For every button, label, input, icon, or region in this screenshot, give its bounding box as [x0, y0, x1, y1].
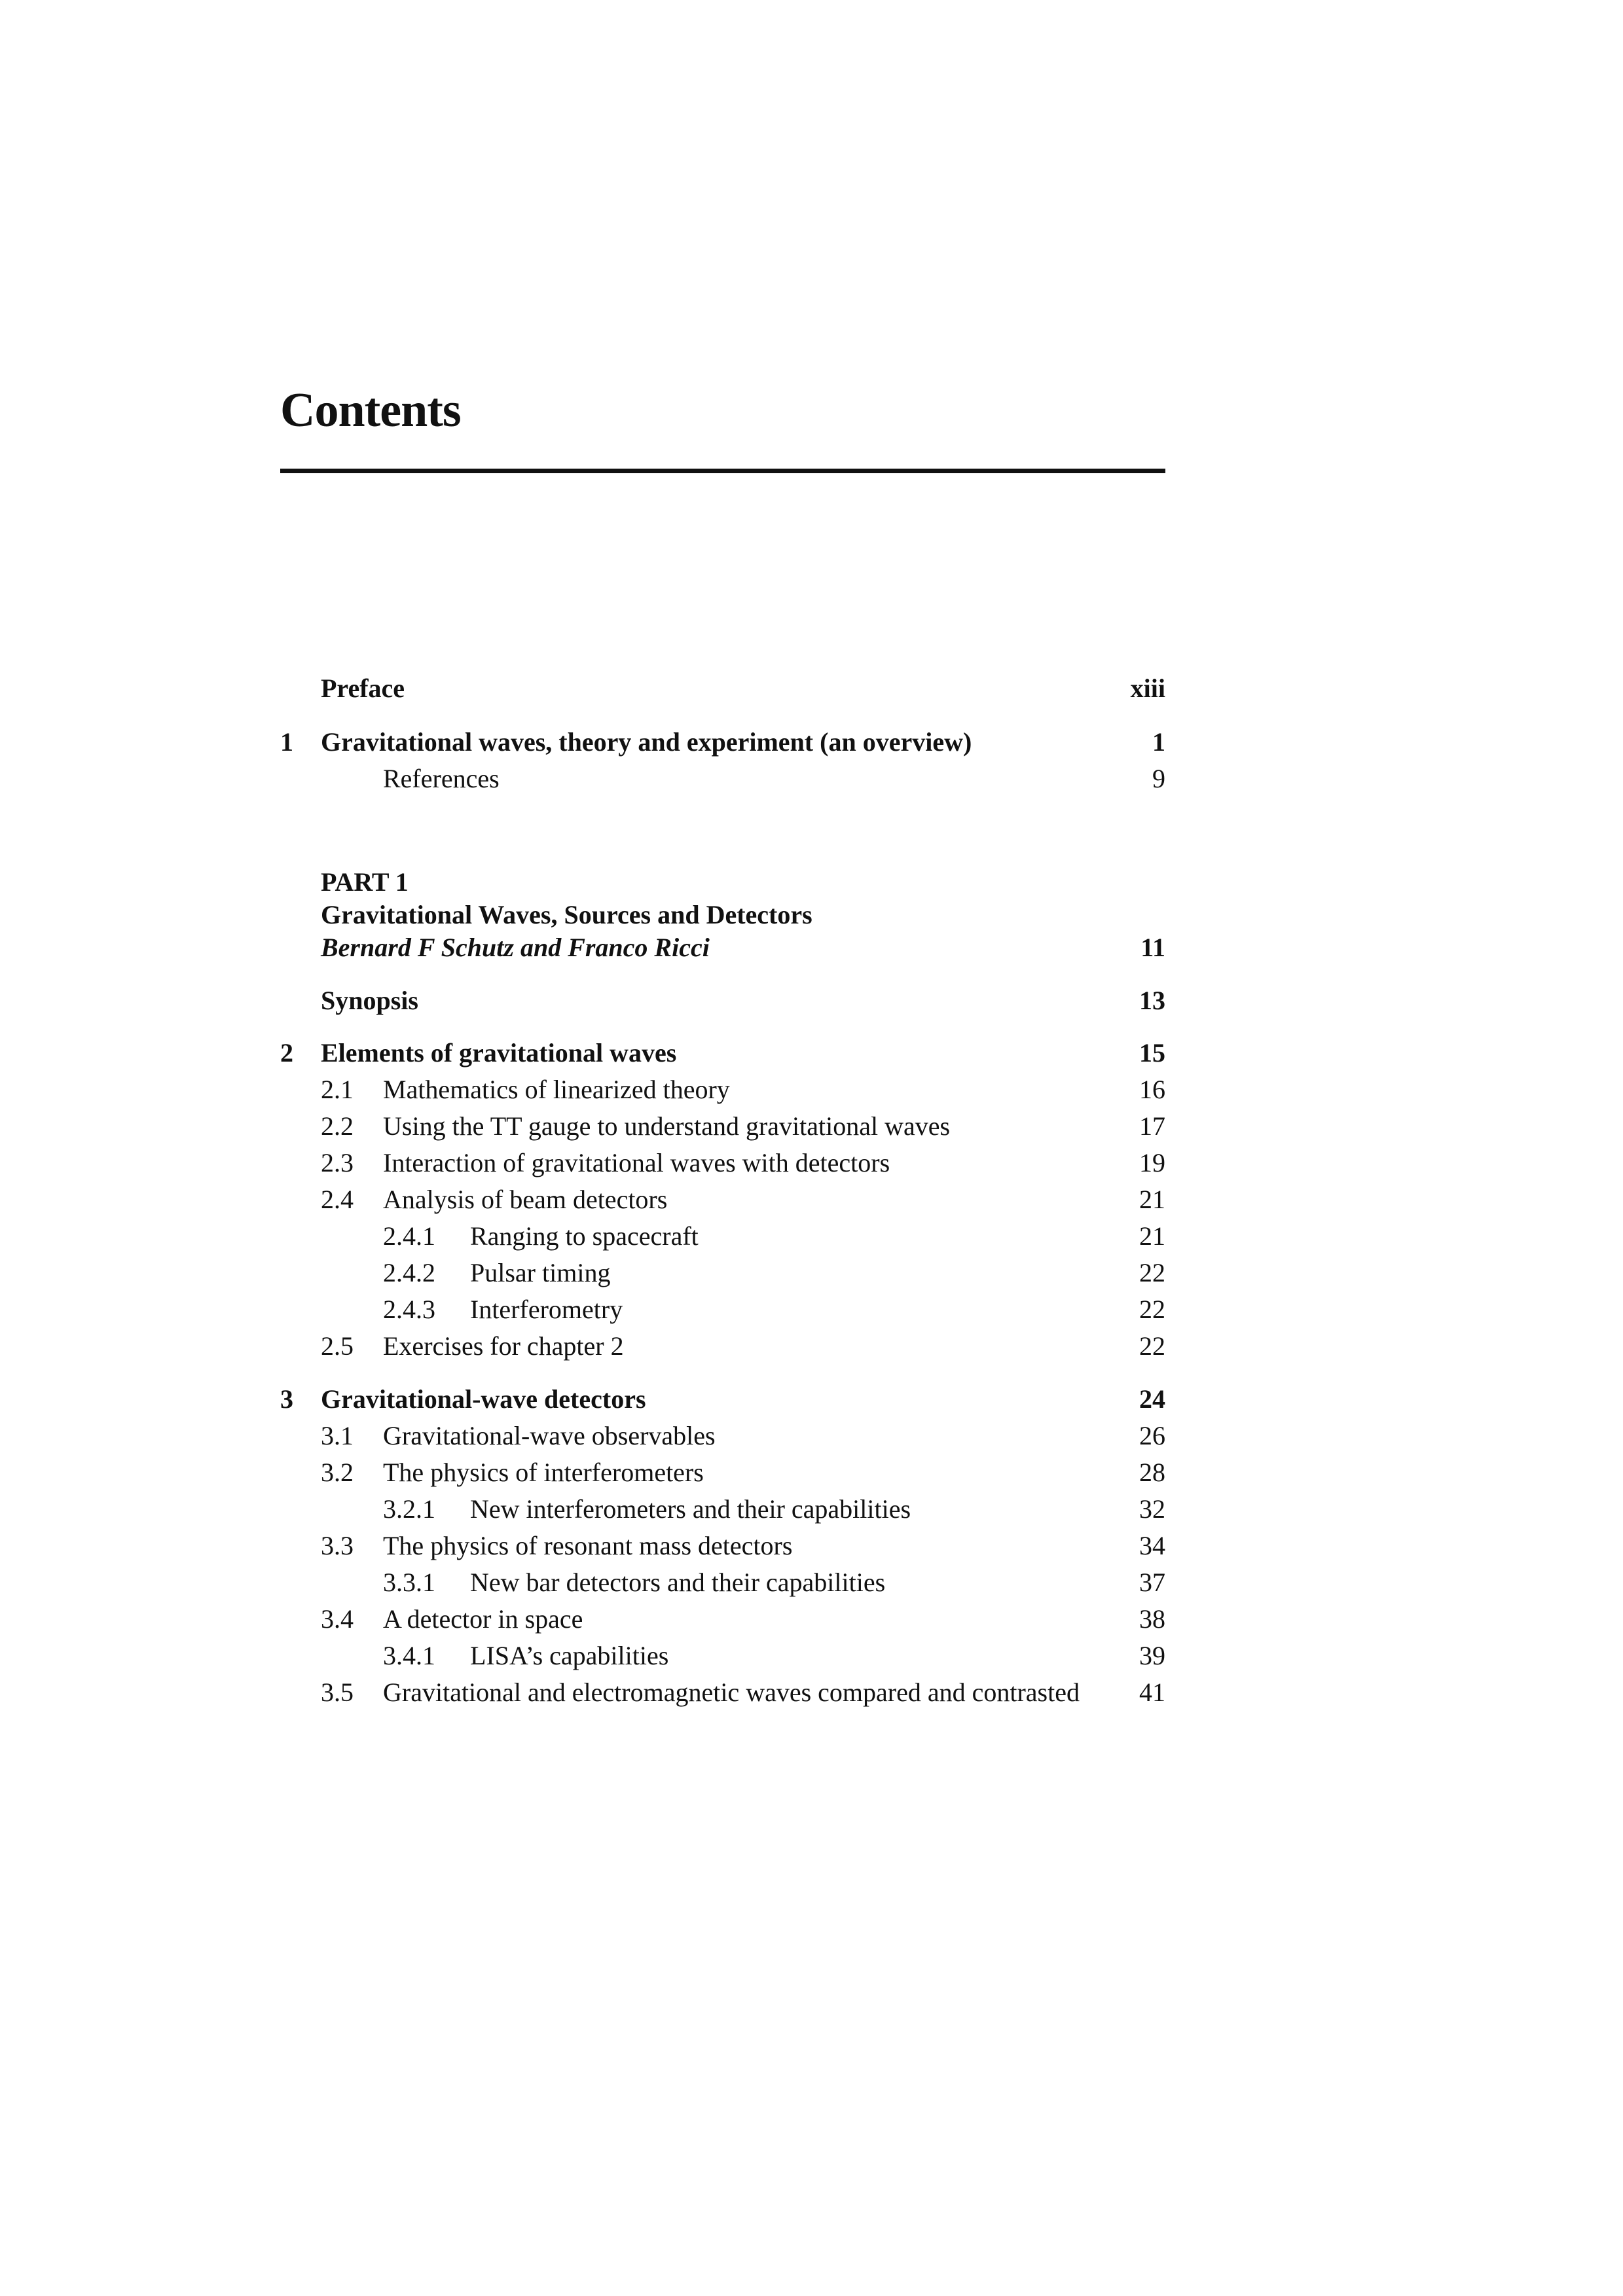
toc-page: 11 — [1140, 933, 1165, 962]
table-of-contents — [280, 0, 1165, 2296]
toc-label: PART 1 — [321, 867, 409, 897]
toc-entry-subsection[interactable] — [280, 1253, 1165, 1293]
part-authors[interactable] — [280, 928, 1165, 967]
toc-page: 28 — [1139, 1458, 1165, 1487]
toc-page: 1 — [1152, 727, 1165, 757]
toc-number: 2.4.1 — [383, 1221, 435, 1251]
toc-entry-section[interactable] — [280, 1070, 1165, 1109]
toc-entry-section[interactable] — [280, 1600, 1165, 1639]
toc-entry-subsection[interactable] — [280, 1490, 1165, 1529]
toc-page: 13 — [1139, 986, 1165, 1015]
toc-label: Elements of gravitational waves — [321, 1038, 677, 1067]
toc-entry-synopsis[interactable] — [280, 981, 1165, 1020]
toc-entry-chapter-1[interactable] — [280, 723, 1165, 762]
toc-label: LISA’s capabilities — [470, 1641, 669, 1670]
toc-label: The physics of interferometers — [383, 1458, 704, 1487]
toc-page: 17 — [1139, 1111, 1165, 1141]
toc-page: 41 — [1139, 1677, 1165, 1707]
toc-number: 3.2 — [321, 1458, 354, 1487]
toc-label: New interferometers and their capabilities — [470, 1494, 911, 1524]
toc-label: Gravitational and electromagnetic waves compared and contrasted — [383, 1677, 1080, 1707]
toc-label: Gravitational-wave detectors — [321, 1384, 646, 1414]
page-title: Contents — [280, 384, 461, 437]
toc-page: 15 — [1139, 1038, 1165, 1067]
toc-label: Bernard F Schutz and Franco Ricci — [321, 933, 710, 962]
toc-number: 3.4.1 — [383, 1641, 435, 1670]
toc-number: 3.4 — [321, 1604, 354, 1634]
toc-page: 22 — [1139, 1331, 1165, 1361]
toc-label: Gravitational Waves, Sources and Detectors — [321, 900, 812, 929]
toc-page: 21 — [1139, 1185, 1165, 1214]
toc-number: 2 — [280, 1038, 293, 1067]
toc-page: 32 — [1139, 1494, 1165, 1524]
toc-label: Synopsis — [321, 986, 418, 1015]
toc-label: A detector in space — [383, 1604, 583, 1634]
toc-page: xiii — [1130, 673, 1165, 703]
toc-number: 2.3 — [321, 1148, 354, 1177]
toc-number: 3.3 — [321, 1531, 354, 1560]
toc-label: Exercises for chapter 2 — [383, 1331, 624, 1361]
toc-label: The physics of resonant mass detectors — [383, 1531, 793, 1560]
toc-entry-section[interactable] — [280, 1180, 1165, 1219]
toc-number: 2.5 — [321, 1331, 354, 1361]
toc-entry-subsection[interactable] — [280, 1290, 1165, 1329]
toc-page: 26 — [1139, 1421, 1165, 1450]
toc-entry-section[interactable] — [280, 1416, 1165, 1456]
toc-number: 3.1 — [321, 1421, 354, 1450]
toc-entry-section[interactable] — [280, 1143, 1165, 1183]
toc-label: References — [383, 764, 500, 793]
toc-number: 3.3.1 — [383, 1568, 435, 1597]
toc-page: 19 — [1139, 1148, 1165, 1177]
toc-page: 21 — [1139, 1221, 1165, 1251]
toc-entry-section[interactable] — [280, 1673, 1165, 1712]
toc-number: 2.4.3 — [383, 1295, 435, 1324]
toc-label: Pulsar timing — [470, 1258, 611, 1287]
toc-number: 2.4 — [321, 1185, 354, 1214]
toc-label: Ranging to spacecraft — [470, 1221, 699, 1251]
toc-label: Using the TT gauge to understand gravitational waves — [383, 1111, 951, 1141]
toc-page: 22 — [1139, 1295, 1165, 1324]
toc-entry-preface[interactable] — [280, 669, 1165, 708]
toc-page: 37 — [1139, 1568, 1165, 1597]
toc-number: 2.4.2 — [383, 1258, 435, 1287]
toc-label: Preface — [321, 673, 405, 703]
toc-number: 3.2.1 — [383, 1494, 435, 1524]
toc-label: New bar detectors and their capabilities — [470, 1568, 886, 1597]
toc-page: 39 — [1139, 1641, 1165, 1670]
toc-page: 38 — [1139, 1604, 1165, 1634]
toc-entry-section[interactable] — [280, 1526, 1165, 1566]
toc-page: 16 — [1139, 1075, 1165, 1104]
toc-entry-subsection[interactable] — [280, 1217, 1165, 1256]
toc-entry-section[interactable] — [280, 1107, 1165, 1146]
toc-number: 3 — [280, 1384, 293, 1414]
toc-page: 34 — [1139, 1531, 1165, 1560]
toc-number: 1 — [280, 727, 293, 757]
toc-entry-section[interactable] — [280, 1327, 1165, 1366]
toc-entry-subsection[interactable] — [280, 1636, 1165, 1676]
toc-label: Mathematics of linearized theory — [383, 1075, 730, 1104]
toc-entry-references[interactable] — [280, 759, 1165, 798]
toc-number: 2.1 — [321, 1075, 354, 1104]
toc-page: 22 — [1139, 1258, 1165, 1287]
toc-number: 3.5 — [321, 1677, 354, 1707]
toc-label: Interaction of gravitational waves with detectors — [383, 1148, 890, 1177]
toc-label: Gravitational waves, theory and experiment (an overview) — [321, 727, 972, 757]
toc-label: Interferometry — [470, 1295, 623, 1324]
toc-page: 24 — [1139, 1384, 1165, 1414]
toc-page: 9 — [1152, 764, 1165, 793]
toc-entry-section[interactable] — [280, 1453, 1165, 1492]
toc-entry-chapter-2[interactable] — [280, 1033, 1165, 1073]
toc-entry-chapter-3[interactable] — [280, 1380, 1165, 1419]
toc-label: Gravitational-wave observables — [383, 1421, 716, 1450]
toc-number: 2.2 — [321, 1111, 354, 1141]
toc-entry-subsection[interactable] — [280, 1563, 1165, 1602]
toc-label: Analysis of beam detectors — [383, 1185, 668, 1214]
